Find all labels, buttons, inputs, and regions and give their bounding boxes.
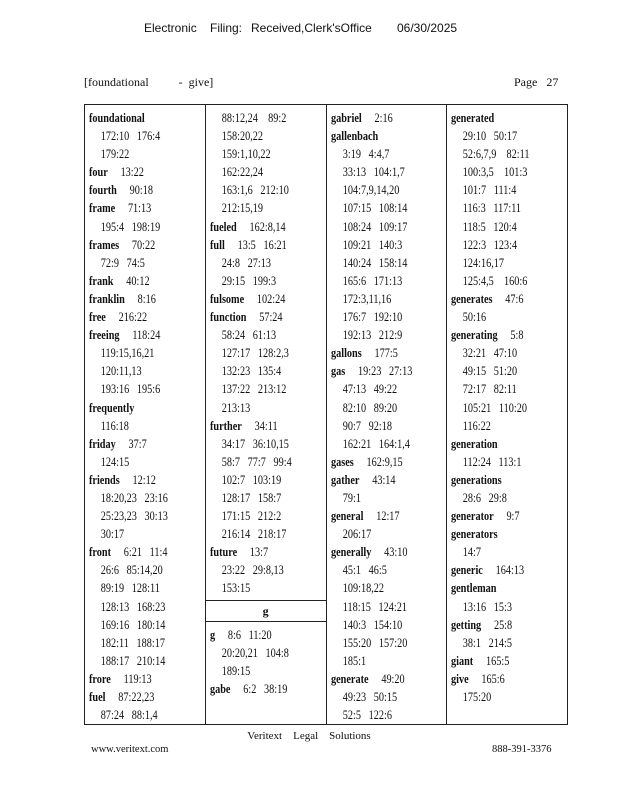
index-term: fueled [209, 219, 237, 234]
index-refs-line: 162:22,24 [221, 165, 263, 180]
index-column-3 [326, 105, 447, 724]
index-refs-line: 132:23 135:4 [221, 364, 281, 379]
index-entry [210, 626, 307, 644]
index-refs: 162:9,15 [366, 454, 403, 469]
index-term: generic [451, 563, 484, 578]
index-entry [451, 561, 548, 579]
index-refs-line: 49:23 50:15 [342, 690, 397, 704]
index-term: frank [89, 273, 114, 288]
index-refs-line: 26:6 85:14,20 [100, 563, 163, 578]
index-entry [89, 163, 186, 181]
index-refs-line: 116:22 [463, 418, 492, 433]
index-refs-line: 137:22 213:12 [221, 382, 287, 397]
index-refs-line: 20:20,21 104:8 [221, 645, 289, 660]
index-refs-line: 192:13 212:9 [342, 328, 402, 343]
index-entry [331, 670, 428, 688]
index-entry [89, 399, 186, 417]
index-entry [451, 435, 548, 453]
index-refs-line: 105:21 110:20 [463, 400, 528, 415]
index-refs: 102:24 [256, 291, 286, 306]
index-refs-line: 213:13 [221, 400, 250, 415]
index-refs-line: 3:19 4:4,7 [342, 147, 389, 162]
index-refs-line: 162:21 164:1,4 [342, 436, 410, 451]
index-entry [331, 344, 428, 362]
index-refs: 165:5 [486, 653, 510, 668]
index-term: gentleman [451, 581, 497, 596]
index-refs: 2:16 [374, 111, 393, 125]
index-refs-line: 179:22 [100, 147, 130, 162]
efiling-label: Electronic [144, 21, 197, 35]
index-refs: 43:10 [383, 545, 407, 560]
index-term: gather [330, 472, 359, 487]
index-refs-line: 128:17 158:7 [221, 490, 281, 505]
index-term: gas [330, 364, 345, 379]
index-entry [89, 236, 186, 254]
index-term: gabe [209, 681, 231, 696]
index-refs: 5:8 [510, 328, 524, 343]
index-entry [451, 507, 548, 525]
index-refs: 12:12 [132, 472, 156, 487]
index-term: generations [451, 472, 502, 487]
index-refs-line: 124:15 [100, 454, 130, 469]
index-refs: 13:5 16:21 [237, 237, 287, 252]
index-term: gabriel [330, 111, 362, 125]
index-refs-line: 158:20,22 [221, 129, 263, 144]
index-refs-line: 189:15 [221, 663, 250, 678]
index-refs-line: 153:15 [221, 581, 250, 596]
index-entry [89, 272, 186, 290]
index-term: frames [89, 237, 120, 252]
index-term: future [209, 545, 237, 560]
index-entry [331, 362, 428, 380]
index-refs-line: 52:6,7,9 82:11 [463, 147, 530, 162]
index-entry [210, 218, 307, 236]
index-refs-line: 212:15,19 [221, 201, 263, 216]
index-refs: 8:16 [137, 291, 156, 306]
index-entry [331, 109, 428, 127]
index-refs: 13:22 [120, 165, 144, 180]
index-refs-line: 72:17 82:11 [463, 382, 517, 397]
index-refs: 40:12 [126, 273, 150, 288]
index-entry [89, 308, 186, 326]
index-refs: 49:20 [380, 671, 405, 686]
index-entry [331, 453, 428, 471]
index-refs-line: 119:15,16,21 [100, 346, 155, 361]
index-refs: 12:17 [375, 509, 400, 524]
index-refs-line: 34:17 36:10,15 [221, 436, 289, 451]
index-term: gallenbach [330, 129, 378, 144]
index-refs-line: 195:4 198:19 [100, 219, 161, 234]
index-term: generate [330, 671, 369, 686]
index-refs: 87:22,23 [118, 690, 155, 704]
index-refs-line: 116:18 [100, 418, 129, 433]
index-refs-line: 128:13 168:23 [100, 599, 166, 614]
index-refs-line: 102:7 103:19 [221, 472, 281, 487]
index-refs-line: 120:11,13 [100, 364, 142, 379]
index-refs-line: 38:1 214:5 [463, 635, 513, 650]
index-refs-line: 116:3 117:11 [463, 201, 522, 216]
index-entry [89, 199, 186, 217]
index-refs: 71:13 [127, 201, 152, 216]
index-refs: 165:6 [481, 671, 505, 686]
index-refs-line: 25:23,23 30:13 [100, 509, 168, 524]
efiling-stamp [0, 21, 618, 37]
index-entry [89, 471, 186, 489]
index-refs-line: 14:7 [463, 545, 482, 560]
index-refs: 119:13 [123, 671, 152, 686]
page-number: Page 27 [514, 75, 559, 89]
index-refs-line: 82:10 89:20 [342, 400, 397, 415]
index-refs-line: 45:1 46:5 [342, 563, 387, 578]
index-refs: 25:8 [494, 617, 513, 632]
index-entry [451, 670, 548, 688]
index-column-1 [85, 105, 205, 724]
index-refs-line: 122:3 123:4 [463, 237, 518, 252]
index-entry [451, 290, 548, 308]
index-refs-line: 18:20,23 23:16 [100, 490, 168, 505]
index-refs-line: 47:13 49:22 [342, 382, 397, 397]
index-refs: 8:6 11:20 [227, 627, 272, 642]
index-entry [451, 525, 548, 543]
index-refs: 164:13 [495, 563, 525, 578]
index-refs-line: 193:16 195:6 [100, 382, 161, 397]
index-refs-line: 185:1 [342, 653, 366, 668]
index-refs-line: 30:17 [100, 527, 125, 542]
index-refs-line: 28:6 29:8 [463, 490, 508, 505]
index-refs: 13:7 [249, 545, 268, 560]
index-refs: 43:14 [371, 472, 396, 487]
index-refs-line: 32:21 47:10 [463, 346, 518, 361]
index-refs-line: 140:24 158:14 [342, 255, 407, 270]
index-refs-line: 118:15 124:21 [342, 599, 407, 614]
index-entry [89, 670, 186, 688]
index-term: full [209, 237, 225, 252]
footer-phone: 888-391-3376 [492, 744, 552, 755]
index-entry [451, 471, 548, 489]
index-term: four [89, 165, 108, 180]
index-term: friday [89, 436, 116, 451]
index-refs: 177:5 [374, 346, 398, 361]
index-term: gallons [330, 346, 362, 361]
index-refs-line: 124:16,17 [463, 255, 505, 270]
index-term: fulsome [209, 291, 244, 306]
index-term: generates [451, 291, 493, 306]
index-term: fuel [89, 690, 106, 704]
index-refs: 6:21 11:4 [123, 545, 168, 560]
index-entry [89, 109, 186, 127]
index-entry [89, 181, 186, 199]
index-term: generation [451, 436, 498, 451]
index-refs-line: 23:22 29:8,13 [221, 563, 284, 578]
index-refs: 70:22 [131, 237, 156, 252]
index-refs-line: 50:16 [463, 310, 487, 325]
index-refs-line: 100:3,5 101:3 [463, 165, 528, 180]
index-entry [89, 688, 186, 706]
index-refs-line: 172:3,11,16 [342, 291, 391, 306]
index-refs-line: 172:10 176:4 [100, 129, 161, 144]
index-refs-line: 163:1,6 212:10 [221, 183, 289, 198]
index-entry [331, 127, 428, 145]
index-refs-line: 107:15 108:14 [342, 201, 407, 216]
index-entry [89, 326, 186, 344]
index-refs-line: 33:13 104:1,7 [342, 165, 405, 180]
index-term: giant [451, 653, 474, 668]
index-refs-line: 52:5 122:6 [342, 708, 392, 723]
index-entry [451, 652, 548, 670]
index-refs-line: 176:7 192:10 [342, 310, 402, 325]
index-refs-line: 127:17 128:2,3 [221, 346, 289, 361]
index-refs-line: 79:1 [342, 490, 361, 505]
index-refs-line: 109:21 140:3 [342, 237, 402, 252]
index-refs-line: 140:3 154:10 [342, 617, 402, 632]
index-refs: 216:22 [118, 310, 148, 325]
index-term: give [451, 671, 469, 686]
index-entry [89, 435, 186, 453]
index-refs: 34:11 [254, 418, 278, 433]
index-term: friends [89, 472, 120, 487]
index-refs-line: 182:11 188:17 [100, 635, 165, 650]
efiling-received: Received,Clerk'sOffice [251, 21, 372, 35]
index-entry [210, 308, 307, 326]
index-refs-line: 58:24 61:13 [221, 328, 276, 343]
index-refs-line: 101:7 111:4 [463, 183, 517, 198]
index-term: frequently [89, 400, 135, 415]
footer-website: www.veritext.com [91, 744, 169, 755]
footer-company: Veritext Legal Solutions [247, 730, 371, 742]
index-term: foundational [89, 111, 145, 125]
index-refs-line: 90:7 92:18 [342, 418, 392, 433]
index-entry [451, 579, 548, 597]
index-refs: 57:24 [258, 310, 283, 325]
index-entry [451, 109, 548, 127]
index-entry [331, 471, 428, 489]
index-refs-line: 159:1,10,22 [221, 147, 271, 162]
index-refs: 47:6 [505, 291, 524, 306]
index-term: generally [330, 545, 371, 560]
index-refs-line: 188:17 210:14 [100, 653, 166, 668]
index-entry [210, 417, 307, 435]
index-refs-line: 13:16 15:3 [463, 599, 513, 614]
index-entry [210, 236, 307, 254]
index-refs-line: 169:16 180:14 [100, 617, 166, 632]
index-refs-line: 88:12,24 89:2 [221, 111, 287, 125]
section-letter: g [206, 600, 326, 622]
index-refs: 19:23 27:13 [357, 364, 412, 379]
index-term: front [89, 545, 111, 560]
index-entry [451, 326, 548, 344]
index-column-2 [205, 105, 326, 724]
index-refs-line: 49:15 51:20 [463, 364, 518, 379]
index-entry [210, 543, 307, 561]
index-refs-line: 29:15 199:3 [221, 273, 276, 288]
index-entry [451, 616, 548, 634]
index-term: function [209, 310, 247, 325]
index-refs: 6:2 38:19 [243, 681, 288, 696]
index-refs-line: 87:24 88:1,4 [100, 708, 158, 723]
index-entry [210, 290, 307, 308]
index-refs-line: 58:7 77:7 99:4 [221, 454, 292, 469]
index-refs-line: 206:17 [342, 527, 371, 542]
index-refs: 9:7 [506, 509, 520, 524]
index-refs: 162:8,14 [249, 219, 286, 234]
index-refs-line: 216:14 218:17 [221, 527, 287, 542]
index-term: franklin [89, 291, 125, 306]
index-refs-line: 165:6 171:13 [342, 273, 402, 288]
index-entry [331, 507, 428, 525]
index-entry [210, 680, 307, 698]
index-term: generating [451, 328, 498, 343]
index-refs-line: 125:4,5 160:6 [463, 273, 528, 288]
index-refs-line: 171:15 212:2 [221, 509, 281, 524]
index-refs-line: 24:8 27:13 [221, 255, 271, 270]
index-refs: 37:7 [128, 436, 147, 451]
index-term: general [330, 509, 363, 524]
word-index-grid [84, 104, 568, 725]
index-entry [89, 543, 186, 561]
index-term: gases [330, 454, 354, 469]
index-refs-line: 72:9 74:5 [100, 255, 145, 270]
index-refs-line: 104:7,9,14,20 [342, 183, 399, 198]
index-term: free [89, 310, 106, 325]
index-refs-line: 108:24 109:17 [342, 219, 407, 234]
index-column-4 [446, 105, 567, 724]
index-range: [foundational - give] [84, 75, 214, 89]
index-term: frame [89, 201, 116, 216]
index-term: further [209, 418, 242, 433]
index-refs-line: 155:20 157:20 [342, 635, 407, 650]
index-term: frore [89, 671, 111, 686]
index-term: freeing [89, 328, 120, 343]
index-refs-line: 109:18,22 [342, 581, 384, 596]
index-refs: 90:18 [129, 183, 153, 198]
index-term: g [209, 627, 215, 642]
index-refs-line: 89:19 128:11 [100, 581, 160, 596]
index-refs: 118:24 [132, 328, 161, 343]
index-term: generated [451, 111, 495, 125]
index-term: generators [451, 527, 498, 542]
index-refs-line: 112:24 113:1 [463, 454, 522, 469]
index-entry [331, 543, 428, 561]
index-entry [89, 290, 186, 308]
efiling-date: 06/30/2025 [397, 21, 458, 35]
index-term: fourth [89, 183, 117, 198]
index-term: generator [451, 509, 494, 524]
efiling-filing: Filing: [210, 21, 243, 35]
index-refs-line: 175:20 [463, 690, 492, 704]
index-refs-line: 118:5 120:4 [463, 219, 517, 234]
index-refs-line: 29:10 50:17 [463, 129, 518, 144]
index-term: getting [451, 617, 482, 632]
